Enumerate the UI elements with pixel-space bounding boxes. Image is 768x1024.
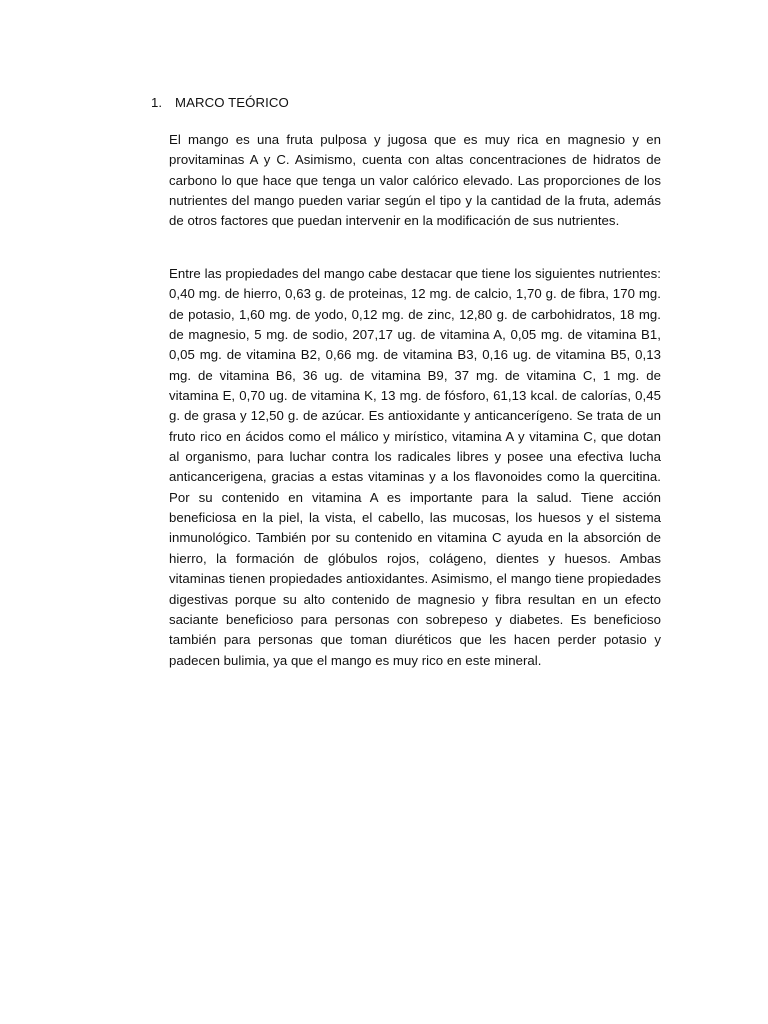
section-number: 1. — [151, 95, 163, 110]
paragraph-intro: El mango es una fruta pulposa y jugosa que es muy rica en magnesio y en provitaminas A y C. Asimismo, cuenta con altas concentraciones de hidratos de carbono lo que hace que tenga un valor calórico elevado. Las proporciones de los nutrientes del mango pueden variar según el tipo y la cantidad de la fruta, además de otros factores que puedan intervenir en la modificación de sus nutrientes. — [169, 132, 661, 229]
section-title: MARCO TEÓRICO — [175, 95, 289, 110]
paragraph-nutrients: Entre las propiedades del mango cabe destacar que tiene los siguientes nutrientes: 0,40 mg. de hierro, 0,63 g. de proteinas, 12 mg. de calcio, 1,70 g. de fibra, 170 mg. de potasio, 1,60 mg. de yodo, 0,12 mg. de zinc, 12,80 g. de carbohidratos, 18 mg. de magnesio, 5 mg. de sodio, 207,17 ug. de vitamina A, 0,05 mg. de vitamina B1, 0,05 mg. de vitamina B2, 0,66 mg. de vitamina B3, 0,16 ug. de vitamina B5, 0,13 mg. de vitamina B6, 36 ug. de vitamina B9, 37 mg. de vitamina C, 1 mg. de vitamina E, 0,70 ug. de vitamina K, 13 mg. de fósforo, 61,13 kcal. de calorías, 0,45 g. de grasa y 12,50 g. de azúcar. Es antioxidante y anticancerígeno. Se trata de un fruto rico en ácidos como el málico y mirístico, vitamina A y vitamina C, que dotan al organismo, para luchar contra los radicales libres y posee una efectiva lucha anticancerigena, gracias a estas vitaminas y a los flavonoides como la quercitina. Por su contenido en vitamina A es importante para la salud. Tiene acción beneficiosa en la piel, la vista, el cabello, las mucosas, los huesos y el sistema inmunológico. También por su contenido en vitamina C ayuda en la absorción de hierro, la formación de glóbulos rojos, colágeno, dientes y huesos. Ambas vitaminas tienen propiedades antioxidantes. Asimismo, el mango tiene propiedades digestivas porque su alto contenido de magnesio y fibra resultan en un efecto saciante beneficioso para personas con sobrepeso y diabetes. Es beneficioso también para personas que toman diuréticos que les hacen perder potasio y padecen bulimia, ya que el mango es muy rico en este mineral. — [169, 266, 661, 668]
section-heading — [151, 94, 289, 112]
